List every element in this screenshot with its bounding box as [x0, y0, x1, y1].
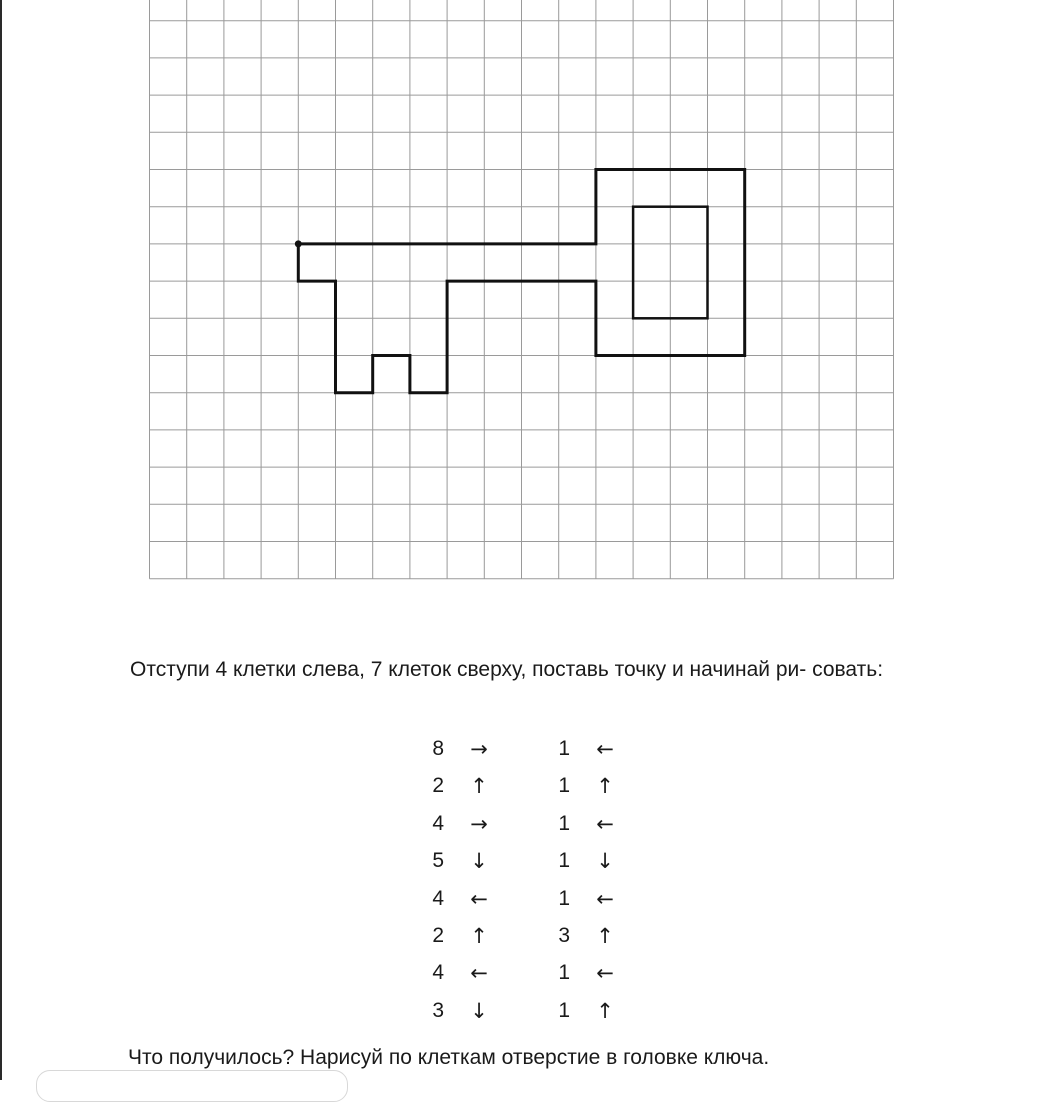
instruction-text: Отступи 4 клетки слева, 7 клеток сверху, поставь точку и начинай ри- совать: — [130, 658, 884, 681]
direction-row — [424, 998, 644, 1035]
step-count-left: 4 — [432, 886, 444, 910]
direction-row — [424, 923, 644, 960]
direction-row — [424, 811, 644, 848]
arrow-right-column-icon: ↑ — [596, 774, 614, 799]
arrow-left-column-icon: ↑ — [470, 923, 488, 948]
start-dot — [295, 240, 302, 247]
step-count-left: 2 — [432, 774, 444, 798]
step-count-right: 3 — [558, 923, 570, 947]
step-count-right: 1 — [558, 774, 570, 798]
direction-row — [424, 886, 644, 923]
arrow-left-column-icon: ← — [470, 961, 488, 986]
arrow-right-column-icon: ← — [596, 961, 614, 986]
arrow-left-column-icon: → — [470, 811, 488, 836]
step-count-right: 1 — [558, 811, 570, 835]
direction-row — [424, 848, 644, 885]
step-count-left: 3 — [432, 998, 444, 1022]
arrow-left-column-icon: → — [470, 737, 488, 761]
arrow-right-column-icon: ← — [596, 886, 614, 911]
step-count-right: 1 — [558, 737, 570, 760]
arrow-right-column-icon: ← — [596, 811, 614, 836]
direction-table — [424, 736, 644, 1035]
grid-lines — [150, 0, 894, 579]
step-count-right: 1 — [558, 886, 570, 910]
step-count-left: 4 — [432, 961, 444, 985]
arrow-right-column-icon: ↑ — [596, 923, 614, 948]
direction-row — [424, 736, 644, 773]
arrow-right-column-icon: ← — [596, 737, 614, 761]
direction-row — [424, 960, 644, 997]
arrow-right-column-icon: ↓ — [596, 849, 614, 874]
step-count-left: 8 — [432, 737, 444, 760]
arrow-left-column-icon: ↓ — [470, 849, 488, 874]
step-count-left: 2 — [432, 923, 444, 947]
arrow-left-column-icon: ← — [470, 886, 488, 911]
step-count-right: 1 — [558, 849, 570, 873]
arrow-right-column-icon: ↑ — [596, 998, 614, 1023]
bottom-tab — [36, 1070, 348, 1102]
direction-row — [424, 773, 644, 810]
step-count-right: 1 — [558, 998, 570, 1022]
arrow-left-column-icon: ↑ — [470, 774, 488, 799]
arrow-left-column-icon: ↓ — [470, 998, 488, 1023]
step-count-left: 4 — [432, 811, 444, 835]
question-text: Что получилось? Нарисуй по клеткам отверстие в головке ключа. — [128, 1046, 770, 1069]
step-count-right: 1 — [558, 961, 570, 985]
step-count-left: 5 — [432, 849, 444, 873]
